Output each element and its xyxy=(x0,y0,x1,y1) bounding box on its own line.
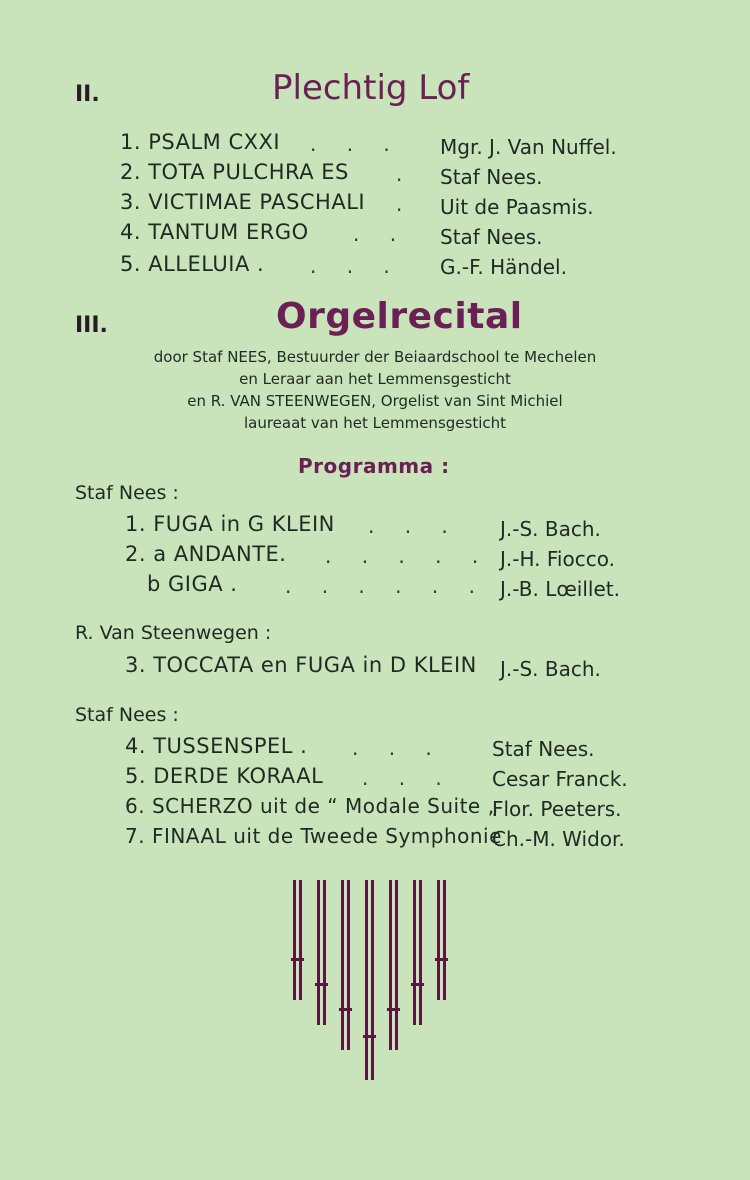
list-item-label: 4. TANTUM ERGO xyxy=(120,220,309,244)
section-number: III. xyxy=(75,313,108,338)
leader-dots: . . . xyxy=(368,514,460,538)
composer: Staf Nees. xyxy=(492,737,595,761)
composer: Mgr. J. Van Nuffel. xyxy=(440,135,617,159)
composer: Cesar Franck. xyxy=(492,767,628,791)
leader-dots: . . . xyxy=(310,254,402,278)
leader-dots: . . . xyxy=(362,766,454,790)
leader-dots: . . xyxy=(353,222,409,246)
composer: Staf Nees. xyxy=(440,165,543,189)
list-item-label: 7. FINAAL uit de Tweede Symphonie xyxy=(125,824,502,848)
performer-label: R. Van Steenwegen : xyxy=(75,622,272,644)
composer: G.-F. Händel. xyxy=(440,255,567,279)
programma-heading: Programma : xyxy=(298,454,450,478)
composer: J.-S. Bach. xyxy=(500,657,601,681)
intro-line: laureaat van het Lemmensgesticht xyxy=(243,414,507,432)
list-item-label: 6. SCHERZO uit de “ Modale Suite „ xyxy=(125,794,499,818)
composer: Ch.-M. Widor. xyxy=(492,827,625,851)
leader-dots: . . . xyxy=(352,736,444,760)
leader-dots: . . . xyxy=(310,132,402,156)
composer: J.-H. Fiocco. xyxy=(500,547,615,571)
list-item-label: 5. ALLELUIA . xyxy=(120,252,265,276)
leader-dots: . . . . . . xyxy=(285,574,487,598)
organ-pipes-icon xyxy=(285,880,455,1090)
performer-label: Staf Nees : xyxy=(75,482,179,504)
section-title: Orgelrecital xyxy=(276,296,523,337)
list-item-label: b GIGA . xyxy=(147,572,238,596)
section-title: Plechtig Lof xyxy=(272,68,470,108)
composer: J.-B. Lœillet. xyxy=(500,577,620,601)
leader-dots: . . . . . xyxy=(325,544,491,568)
composer: Flor. Peeters. xyxy=(492,797,622,821)
list-item-label: 4. TUSSENSPEL . xyxy=(125,734,308,758)
list-item-label: 2. a ANDANTE. xyxy=(125,542,287,566)
list-item-label: 3. TOCCATA en FUGA in D KLEIN xyxy=(125,653,477,677)
leader-dots: . xyxy=(396,162,415,186)
intro-line: en Leraar aan het Lemmensgesticht xyxy=(239,370,511,388)
composer: Uit de Paasmis. xyxy=(440,195,594,219)
leader-dots: . xyxy=(396,192,415,216)
composer: J.-S. Bach. xyxy=(500,517,601,541)
list-item-label: 2. TOTA PULCHRA ES xyxy=(120,160,349,184)
intro-line: door Staf NEES, Bestuurder der Beiaardschool te Mechelen xyxy=(153,348,597,366)
composer: Staf Nees. xyxy=(440,225,543,249)
performer-label: Staf Nees : xyxy=(75,704,179,726)
list-item-label: 1. PSALM CXXI xyxy=(120,130,281,154)
intro-line: en R. VAN STEENWEGEN, Orgelist van Sint Michiel xyxy=(187,392,563,410)
list-item-label: 5. DERDE KORAAL xyxy=(125,764,324,788)
list-item-label: 3. VICTIMAE PASCHALI xyxy=(120,190,366,214)
list-item-label: 1. FUGA in G KLEIN xyxy=(125,512,335,536)
section-number: II. xyxy=(75,82,100,107)
